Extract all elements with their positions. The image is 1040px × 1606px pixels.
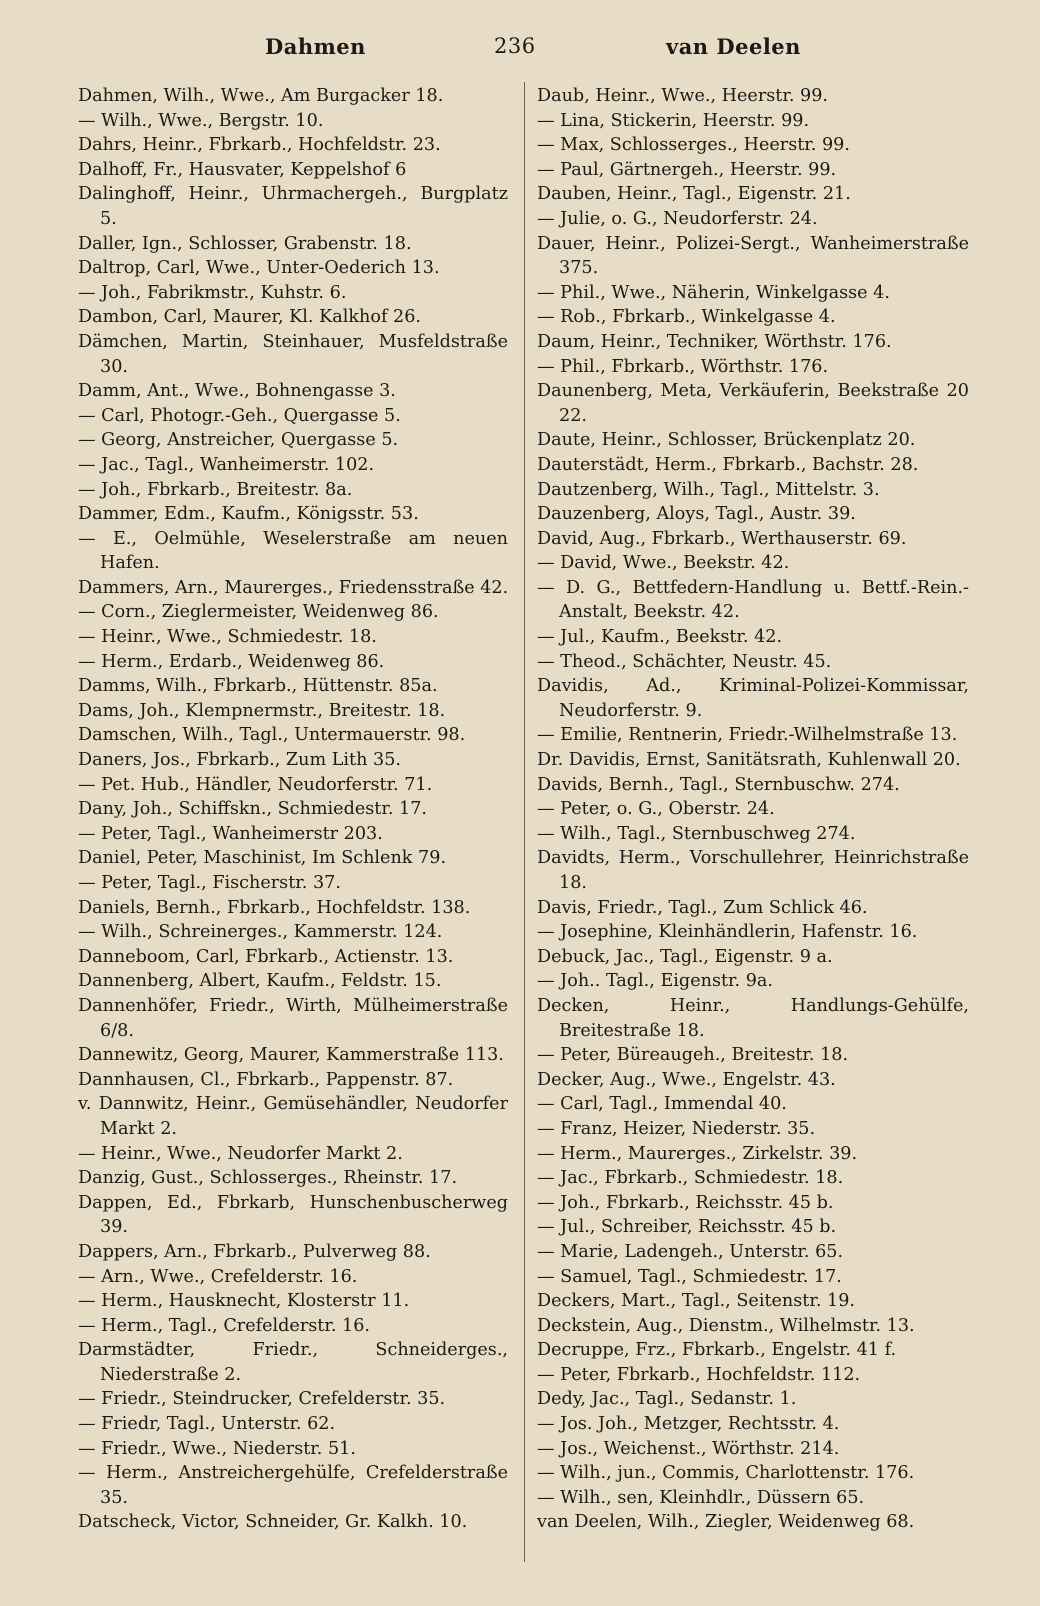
directory-entry: Dauterstädt, Herm., Fbrkarb., Bachstr. 28. <box>537 454 919 475</box>
directory-entry: Davidts, Herm., Vorschullehrer, Heinrichstraße 18. <box>537 848 969 893</box>
directory-entry: Decken, Heinr., Handlungs-Gehülfe, Breitestraße 18. <box>537 995 969 1041</box>
directory-entry: — Pet. Hub., Händler, Neudorferstr. 71. <box>78 774 433 795</box>
directory-entry: — Joh.. Tagl., Eigenstr. 9a. <box>537 971 773 992</box>
directory-entry: — Carl, Tagl., Immendal 40. <box>537 1094 787 1115</box>
directory-entry: — Wilh., jun., Commis, Charlottenstr. 176. <box>537 1463 915 1484</box>
directory-entry: — David, Wwe., Beekstr. 42. <box>537 553 790 574</box>
directory-entry: Dany, Joh., Schiffskn., Schmiedestr. 17. <box>78 799 428 820</box>
directory-entry: Debuck, Jac., Tagl., Eigenstr. 9 a. <box>537 946 833 967</box>
directory-entry: — Jac., Fbrkarb., Schmiedestr. 18. <box>537 1168 844 1189</box>
directory-entry: — Wilh., sen, Kleinhdlr., Düssern 65. <box>537 1487 865 1508</box>
directory-entry: — Rob., Fbrkarb., Winkelgasse 4. <box>537 307 836 328</box>
directory-entry: Davids, Bernh., Tagl., Sternbuschw. 274. <box>537 774 900 795</box>
directory-entry: Dammer, Edm., Kaufm., Königsstr. 53. <box>78 504 419 525</box>
directory-entry: — Friedr., Wwe., Niederstr. 51. <box>78 1438 356 1459</box>
directory-entry: Dautzenberg, Wilh., Tagl., Mittelstr. 3. <box>537 479 880 500</box>
directory-entry: Dannhausen, Cl., Fbrkarb., Pappenstr. 87. <box>78 1069 454 1090</box>
directory-entry: — Wilh., Wwe., Bergstr. 10. <box>78 110 324 131</box>
directory-entry: — Joh., Fbrkarb., Breitestr. 8a. <box>78 479 353 500</box>
directory-entry: — Herm., Hausknecht, Klosterstr 11. <box>78 1291 410 1312</box>
directory-entry: — Heinr., Wwe., Neudorfer Markt 2. <box>78 1143 403 1164</box>
directory-entry: Dämchen, Martin, Steinhauer, Musfeldstraße 30. <box>78 331 508 377</box>
directory-entry: — Jac., Tagl., Wanheimerstr. 102. <box>78 454 375 475</box>
directory-entry: — Jos. Joh., Metzger, Rechtsstr. 4. <box>537 1414 840 1435</box>
directory-entry: Deckstein, Aug., Dienstm., Wilhelmstr. 13. <box>537 1315 915 1336</box>
directory-entry: — Phil., Fbrkarb., Wörthstr. 176. <box>537 356 829 377</box>
directory-entry: — Max, Schlosserges., Heerstr. 99. <box>537 135 850 156</box>
directory-entry: Dauer, Heinr., Polizei-Sergt., Wanheimerstraße 375. <box>537 233 969 279</box>
directory-entry: Davidis, Ad., Kriminal-Polizei-Kommissar, Neudorferstr. 9. <box>537 676 969 721</box>
directory-entry: v. Dannwitz, Heinr., Gemüsehändler, Neudorfer Markt 2. <box>78 1094 508 1139</box>
directory-entry: Daller, Ign., Schlosser, Grabenstr. 18. <box>78 233 412 254</box>
directory-entry: Dauzenberg, Aloys, Tagl., Austr. 39. <box>537 504 856 525</box>
directory-entry: Decker, Aug., Wwe., Engelstr. 43. <box>537 1069 836 1090</box>
directory-entry: Dappen, Ed., Fbrkarb, Hunschenbuscherweg 39. <box>78 1192 508 1238</box>
directory-entry: — Paul, Gärtnergeh., Heerstr. 99. <box>537 159 837 180</box>
directory-entry: Daute, Heinr., Schlosser, Brückenplatz 20. <box>537 430 916 451</box>
directory-entry: David, Aug., Fbrkarb., Werthauserstr. 69. <box>537 528 907 549</box>
directory-entry: Dahmen, Wilh., Wwe., Am Burgacker 18. <box>78 86 444 106</box>
directory-entry: Daub, Heinr., Wwe., Heerstr. 99. <box>537 86 828 106</box>
directory-entry: — Jul., Schreiber, Reichsstr. 45 b. <box>537 1217 837 1238</box>
directory-entry: — Samuel, Tagl., Schmiedestr. 17. <box>537 1266 842 1287</box>
directory-entry: — Heinr., Wwe., Schmiedestr. 18. <box>78 627 377 648</box>
directory-entry: Dappers, Arn., Fbrkarb., Pulverweg 88. <box>78 1241 431 1262</box>
directory-entry: — Friedr., Steindrucker, Crefelderstr. 35. <box>78 1389 446 1410</box>
directory-entry: Dannenberg, Albert, Kaufm., Feldstr. 15. <box>78 971 442 992</box>
directory-entry: — Josephine, Kleinhändlerin, Hafenstr. 16. <box>537 922 918 943</box>
directory-entry: Damms, Wilh., Fbrkarb., Hüttenstr. 85a. <box>78 676 438 697</box>
directory-entry: — D. G., Bettfedern-Handlung u. Bettf.-Rein.-Anstalt, Beekstr. 42. <box>537 577 969 623</box>
directory-entry: Danzig, Gust., Schlosserges., Rheinstr. 17. <box>78 1168 458 1189</box>
directory-entry: — Peter, o. G., Oberstr. 24. <box>537 799 775 820</box>
directory-entry: — Georg, Anstreicher, Quergasse 5. <box>78 430 399 451</box>
directory-entry: Dannewitz, Georg, Maurer, Kammerstraße 113. <box>78 1045 504 1066</box>
running-header <box>70 34 980 64</box>
column-divider <box>524 82 525 1562</box>
header-first-name: Dahmen <box>265 34 366 59</box>
directory-entry: — Herm., Anstreichergehülfe, Crefelderstraße 35. <box>78 1463 508 1508</box>
directory-entry: — Lina, Stickerin, Heerstr. 99. <box>537 110 810 131</box>
directory-entry: Dr. Davidis, Ernst, Sanitätsrath, Kuhlenwall 20. <box>537 750 961 771</box>
directory-entry: Decruppe, Frz., Fbrkarb., Engelstr. 41 f. <box>537 1340 897 1361</box>
directory-entry: — Corn., Zieglermeister, Weidenweg 86. <box>78 602 439 623</box>
directory-entry: — Joh., Fbrkarb., Reichsstr. 45 b. <box>537 1192 834 1213</box>
directory-entry: — Phil., Wwe., Näherin, Winkelgasse 4. <box>537 282 890 303</box>
left-column <box>78 84 508 1535</box>
directory-entry: Darmstädter, Friedr., Schneiderges., Niederstraße 2. <box>78 1340 508 1385</box>
directory-entry: Damschen, Wilh., Tagl., Untermauerstr. 98. <box>78 725 466 746</box>
directory-entry: — Joh., Fabrikmstr., Kuhstr. 6. <box>78 282 347 303</box>
directory-entry: Daniel, Peter, Maschinist, Im Schlenk 79. <box>78 848 447 869</box>
header-last-name: van Deelen <box>666 34 801 59</box>
directory-entry: Dalinghoff, Heinr., Uhrmachergeh., Burgplatz 5. <box>78 184 508 229</box>
directory-entry: — Wilh., Tagl., Sternbuschweg 274. <box>537 823 856 844</box>
page-number: 236 <box>494 34 536 58</box>
directory-entry: Dalhoff, Fr., Hausvater, Keppelshof 6 <box>78 159 407 180</box>
directory-entry: van Deelen, Wilh., Ziegler, Weidenweg 68. <box>537 1512 915 1533</box>
directory-entry: Daltrop, Carl, Wwe., Unter-Oederich 13. <box>78 258 440 279</box>
directory-entry: Dammers, Arn., Maurerges., Friedensstraße 42. <box>78 577 509 598</box>
directory-entry: Daniels, Bernh., Fbrkarb., Hochfeldstr. 138. <box>78 897 471 918</box>
directory-entry: Damm, Ant., Wwe., Bohnengasse 3. <box>78 381 396 402</box>
directory-entry: Dedy, Jac., Tagl., Sedanstr. 1. <box>537 1389 797 1410</box>
directory-entry: — Peter, Büreaugeh., Breitestr. 18. <box>537 1045 849 1066</box>
directory-entry: Dauben, Heinr., Tagl., Eigenstr. 21. <box>537 184 851 205</box>
directory-entry: Dambon, Carl, Maurer, Kl. Kalkhof 26. <box>78 307 422 328</box>
directory-entry: — Arn., Wwe., Crefelderstr. 16. <box>78 1266 358 1287</box>
directory-entry: — Marie, Ladengeh., Unterstr. 65. <box>537 1241 844 1262</box>
directory-entry: — Jos., Weichenst., Wörthstr. 214. <box>537 1438 840 1459</box>
directory-entry: — Franz, Heizer, Niederstr. 35. <box>537 1118 816 1139</box>
directory-entry: — Friedr, Tagl., Unterstr. 62. <box>78 1414 336 1435</box>
directory-entry: Dahrs, Heinr., Fbrkarb., Hochfeldstr. 23. <box>78 135 441 156</box>
directory-entry: — Theod., Schächter, Neustr. 45. <box>537 651 832 672</box>
directory-entry: Datscheck, Victor, Schneider, Gr. Kalkh. 10. <box>78 1512 468 1533</box>
directory-entry: — Peter, Tagl., Fischerstr. 37. <box>78 873 341 893</box>
directory-entry: — Herm., Erdarb., Weidenweg 86. <box>78 651 385 672</box>
directory-entry: Daners, Jos., Fbrkarb., Zum Lith 35. <box>78 750 402 771</box>
directory-entry: Dams, Joh., Klempnermstr., Breitestr. 18. <box>78 700 446 721</box>
directory-entry: — E., Oelmühle, Weselerstraße am neuen Hafen. <box>78 528 508 574</box>
directory-entry: — Wilh., Schreinerges., Kammerstr. 124. <box>78 922 443 943</box>
directory-entry: — Herm., Maurerges., Zirkelstr. 39. <box>537 1143 858 1164</box>
directory-entry: Daum, Heinr., Techniker, Wörthstr. 176. <box>537 331 892 352</box>
directory-entry: — Peter, Tagl., Wanheimerstr 203. <box>78 823 383 844</box>
directory-entry: Deckers, Mart., Tagl., Seitenstr. 19. <box>537 1291 856 1312</box>
right-column <box>537 84 969 1535</box>
directory-entry: — Emilie, Rentnerin, Friedr.-Wilhelmstraße 13. <box>537 725 958 746</box>
directory-entry: Davis, Friedr., Tagl., Zum Schlick 46. <box>537 897 868 918</box>
directory-entry: Dannenhöfer, Friedr., Wirth, Mülheimerstraße 6/8. <box>78 995 508 1041</box>
directory-entry: — Jul., Kaufm., Beekstr. 42. <box>537 627 783 648</box>
directory-entry: — Peter, Fbrkarb., Hochfeldstr. 112. <box>537 1364 861 1385</box>
directory-entry: — Julie, o. G., Neudorferstr. 24. <box>537 208 818 229</box>
directory-entry: — Carl, Photogr.-Geh., Quergasse 5. <box>78 405 401 426</box>
directory-entry: Danneboom, Carl, Fbrkarb., Actienstr. 13. <box>78 946 454 967</box>
directory-entry: — Herm., Tagl., Crefelderstr. 16. <box>78 1315 370 1336</box>
directory-entry: Daunenberg, Meta, Verkäuferin, Beekstraße 20 22. <box>537 381 969 426</box>
